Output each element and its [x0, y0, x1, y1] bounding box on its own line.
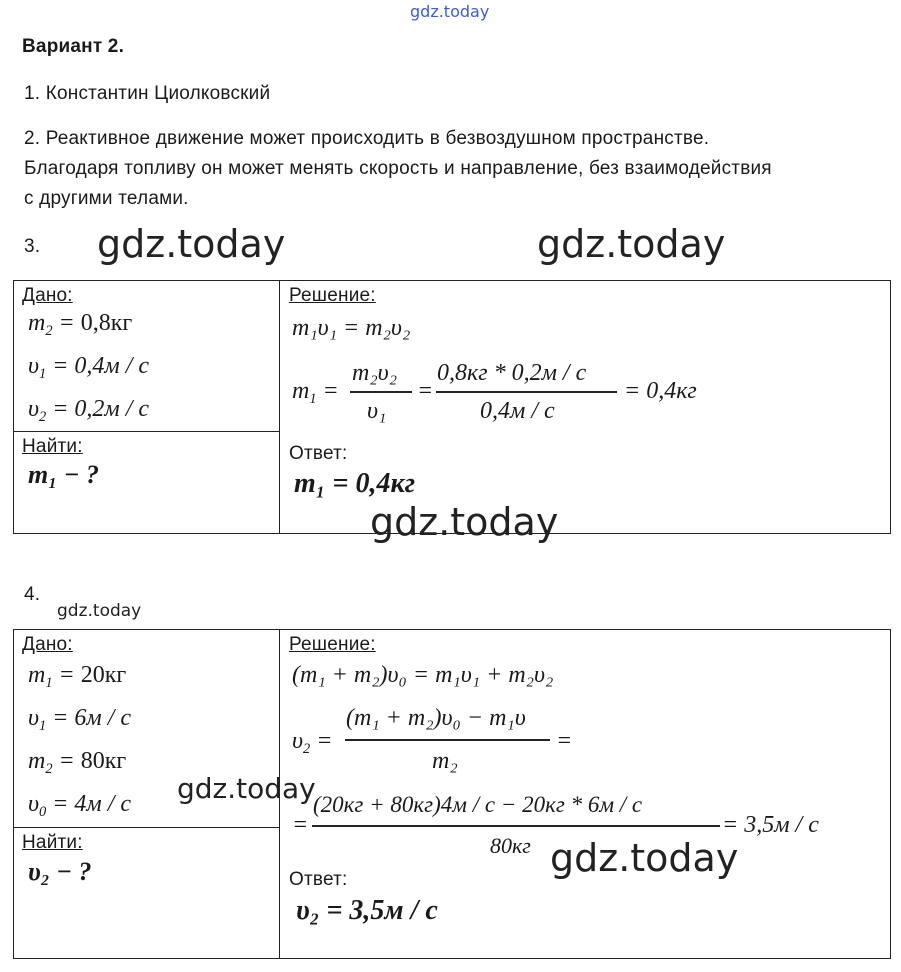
- problem-3-find-label: Найти:: [22, 436, 83, 457]
- problem-4-frac1-den: m₂: [432, 748, 458, 774]
- problem-4-eq1: (m₁ + m₂)υ₀ = m₁υ₁ + m₂υ₂: [292, 662, 554, 688]
- problem-4-result-value: 3,5м / с: [744, 812, 819, 838]
- problem-4-given-m1: $m_1 = 20кг$: [28, 662, 127, 692]
- problem-3-given-v2: $\upsilon_2 = 0,2м / с$: [28, 396, 150, 426]
- answer-2-line-2: Благодаря топливу он может менять скорость и направление, без взаимодействия: [24, 158, 772, 179]
- problem-3-eq2-lhs: $m_1$ =: [292, 378, 339, 408]
- problem-3-number: 3.: [24, 236, 41, 257]
- problem-4-find: υ₂ − ?: [28, 857, 92, 886]
- problem-3-eq1-lhs: m₁υ₁: [292, 315, 338, 341]
- answer-1: 1. Константин Циолковский: [24, 83, 271, 104]
- problem-4-given-label: Дано:: [22, 634, 73, 655]
- problem-4-eq2-sign: =: [556, 728, 573, 754]
- problem-4-eq2-lhs: $\upsilon_2$ =: [292, 728, 333, 758]
- watermark-large: gdz.today: [370, 500, 559, 544]
- variant-title: Вариант 2.: [22, 36, 125, 57]
- problem-3-result: = 0,4кг: [624, 378, 697, 404]
- problem-3-frac2-bar: [436, 391, 617, 393]
- problem-3-eq1: m₁υ₁ = m₂υ₂: [292, 315, 411, 341]
- problem-4-given-divider: [13, 827, 280, 828]
- problem-3-answer: m₁ = 0,4кг: [294, 468, 416, 499]
- problem-4-frac2-bar: [312, 825, 720, 827]
- problem-3-result-value: 0,4кг: [646, 378, 697, 404]
- problem-3-solution-label: Решение:: [289, 285, 376, 306]
- watermark-medium: gdz.today: [177, 772, 316, 805]
- problem-4-answer: υ₂ = 3,5м / с: [296, 895, 438, 926]
- problem-3-divider: [279, 280, 280, 534]
- problem-4-given-v1: $\upsilon_1 = 6м / с$: [28, 705, 132, 735]
- problem-3-v1-value: 0,4м / с: [74, 353, 150, 379]
- problem-3-v2-value: 0,2м / с: [74, 396, 150, 422]
- problem-4-m1-value: 20кг: [80, 662, 127, 688]
- watermark-large: gdz.today: [550, 836, 739, 880]
- problem-3-frac1-bar: [350, 391, 412, 393]
- problem-4-frac2-num: (20кг + 80кг)4м / с − 20кг * 6м / с: [313, 792, 643, 817]
- problem-3-m2-value: 0,8кг: [80, 310, 133, 336]
- problem-4-m2-value: 80кг: [80, 748, 127, 774]
- problem-4-given-m2: $m_2 = 80кг$: [28, 748, 127, 778]
- problem-3-frac1-den: υ₁: [367, 398, 387, 424]
- problem-4-number: 4.: [24, 584, 41, 605]
- problem-4-given-v0: $\upsilon_0 = 4м / с$: [28, 791, 132, 821]
- problem-4-v1-value: 6м / с: [74, 705, 132, 731]
- answer-2-line-1: 2. Реактивное движение может происходить в безвоздушном пространстве.: [24, 128, 710, 149]
- problem-4-frac2-den: 80кг: [490, 833, 531, 858]
- watermark-top: gdz.today: [410, 2, 490, 21]
- problem-3-eq1-rhs: m₂υ₂: [365, 315, 411, 341]
- problem-3-answer-label: Ответ:: [289, 443, 348, 464]
- problem-3-given-m2: $m_2 = 0,8кг$: [28, 310, 133, 340]
- problem-4-frac1-bar: [345, 739, 550, 741]
- problem-4-find-label: Найти:: [22, 832, 83, 853]
- problem-4-answer-label: Ответ:: [289, 869, 348, 890]
- problem-3-frac2-den: 0,4м / с: [480, 398, 555, 424]
- problem-3-given-divider: [13, 431, 280, 432]
- watermark-small: gdz.today: [57, 601, 142, 621]
- problem-3-given-label: Дано:: [22, 285, 73, 306]
- problem-3-frac2-num: 0,8кг * 0,2м / с: [437, 360, 587, 386]
- problem-4-solution-label: Решение:: [289, 634, 376, 655]
- problem-3-given-v1: $\upsilon_1 = 0,4м / с$: [28, 353, 150, 383]
- problem-4-frac1-num: (m₁ + m₂)υ₀ − m₁υ: [346, 705, 526, 731]
- problem-4-result: = 3,5м / с: [722, 812, 819, 838]
- watermark-large: gdz.today: [97, 222, 286, 266]
- problem-4-eq3-sign: =: [292, 812, 309, 838]
- problem-3-find: m₁ − ?: [28, 460, 100, 489]
- watermark-large: gdz.today: [537, 222, 726, 266]
- answer-2-line-3: с другими телами.: [24, 188, 189, 209]
- problem-4-v0-value: 4м / с: [74, 791, 132, 817]
- problem-3-eq2-sign: =: [417, 378, 434, 404]
- problem-3-frac1-num: m₂υ₂: [352, 360, 398, 386]
